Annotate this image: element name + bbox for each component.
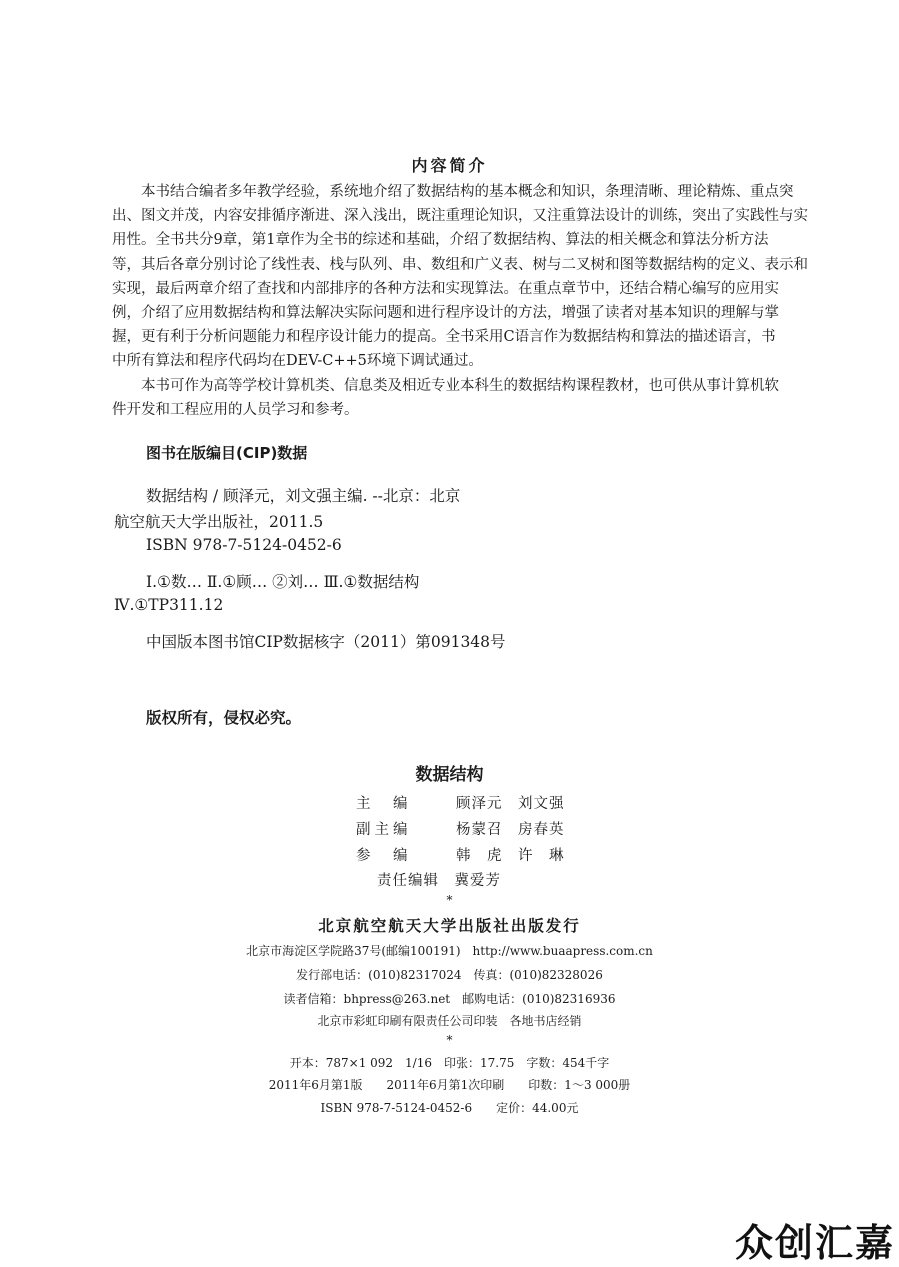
intro-line: 出、图文并茂，内容安排循序渐进、深入浅出，既注重理论知识，又注重算法设计的训练，突出了实践性与实 <box>112 208 808 225</box>
intro-paragraph-2 <box>112 374 788 422</box>
cip-classification-1: Ⅰ.①数… Ⅱ.①顾… ②刘… Ⅲ.①数据结构 <box>146 573 420 591</box>
credit-contributors <box>356 844 565 865</box>
credit-role: 责任编辑 <box>377 873 439 889</box>
intro-line: 例，介绍了应用数据结构和算法解决实际问题和进行程序设计的方法，增强了读者对基本知识的理解与掌 <box>112 305 779 322</box>
cip-line-1: 数据结构 / 顾泽元，刘文强主编. --北京：北京 <box>146 487 461 505</box>
printer-info: 北京市彩虹印刷有限责任公司印装 各地书店经销 <box>317 1014 582 1028</box>
cip-record-number: 中国版本图书馆CIP数据核字（2011）第091348号 <box>146 633 506 651</box>
isbn-price: ISBN 978-7-5124-0452-6 定价：44.00元 <box>320 1101 579 1115</box>
intro-line: 中所有算法和程序代码均在DEV-C++5环境下调试通过。 <box>112 353 483 370</box>
credit-deputy-editor <box>356 818 565 839</box>
intro-line: 本书可作为高等学校计算机类、信息类及相近专业本科生的数据结构课程教材，也可供从事计算机软 <box>141 378 779 394</box>
intro-title: 内容简介 <box>411 156 488 175</box>
credit-names: 韩 虎 许 琳 <box>456 848 565 864</box>
publisher-email: 读者信箱：bhpress@263.net 邮购电话：(010)82316936 <box>283 992 616 1006</box>
book-title: 数据结构 <box>415 765 484 785</box>
credit-role: 副主编 <box>356 822 412 838</box>
intro-line: 件开发和工程应用的人员学习和参考。 <box>112 402 359 419</box>
copyright-notice: 版权所有，侵权必究。 <box>146 709 302 727</box>
cip-isbn: ISBN 978-7-5124-0452-6 <box>146 536 342 554</box>
intro-paragraph-1 <box>112 180 808 374</box>
separator-star: * <box>446 893 453 907</box>
publisher-name: 北京航空航天大学出版社出版发行 <box>318 916 581 935</box>
cip-line-2: 航空航天大学出版社，2011.5 <box>114 513 324 531</box>
watermark-logo: 众创汇嘉 <box>735 1221 896 1265</box>
credit-names: 杨蒙召 房春英 <box>456 822 565 838</box>
credit-role: 参 编 <box>356 848 412 864</box>
intro-line: 握，更有利于分析问题能力和程序设计能力的提高。全书采用C语言作为数据结构和算法的描述语言，书 <box>112 329 776 346</box>
publisher-address: 北京市海淀区学院路37号(邮编100191) http://www.buaapress.com.cn <box>246 944 653 958</box>
book-specs: 开本：787×1 092 1/16 印张：17.75 字数：454千字 <box>289 1056 610 1070</box>
credit-names: 顾泽元 刘文强 <box>456 796 565 812</box>
cip-classification-2: Ⅳ.①TP311.12 <box>114 596 224 614</box>
credit-role: 主 编 <box>356 796 412 812</box>
credit-responsible-editor <box>377 869 501 890</box>
intro-line: 等，其后各章分别讨论了线性表、栈与队列、串、数组和广义表、树与二叉树和图等数据结构的定义、表示和 <box>112 256 808 273</box>
publisher-phone: 发行部电话：(010)82317024 传真：(010)82328026 <box>296 968 603 982</box>
separator-star: * <box>446 1033 453 1047</box>
credit-names: 冀爱芳 <box>454 873 501 889</box>
intro-line: 实现，最后两章介绍了查找和内部排序的各种方法和实现算法。在重点章节中，还结合精心编写的应用实 <box>112 280 779 297</box>
intro-line: 用性。全书共分9章，第1章作为全书的综述和基础，介绍了数据结构、算法的相关概念和算法分析方法 <box>112 232 769 249</box>
edition-info: 2011年6月第1版 2011年6月第1次印刷 印数：1～3 000册 <box>268 1078 631 1092</box>
credit-chief-editor <box>356 792 565 813</box>
cip-heading: 图书在版编目(CIP)数据 <box>146 444 308 462</box>
intro-line: 本书结合编者多年教学经验，系统地介绍了数据结构的基本概念和知识，条理清晰、理论精炼、重点突 <box>141 184 794 200</box>
